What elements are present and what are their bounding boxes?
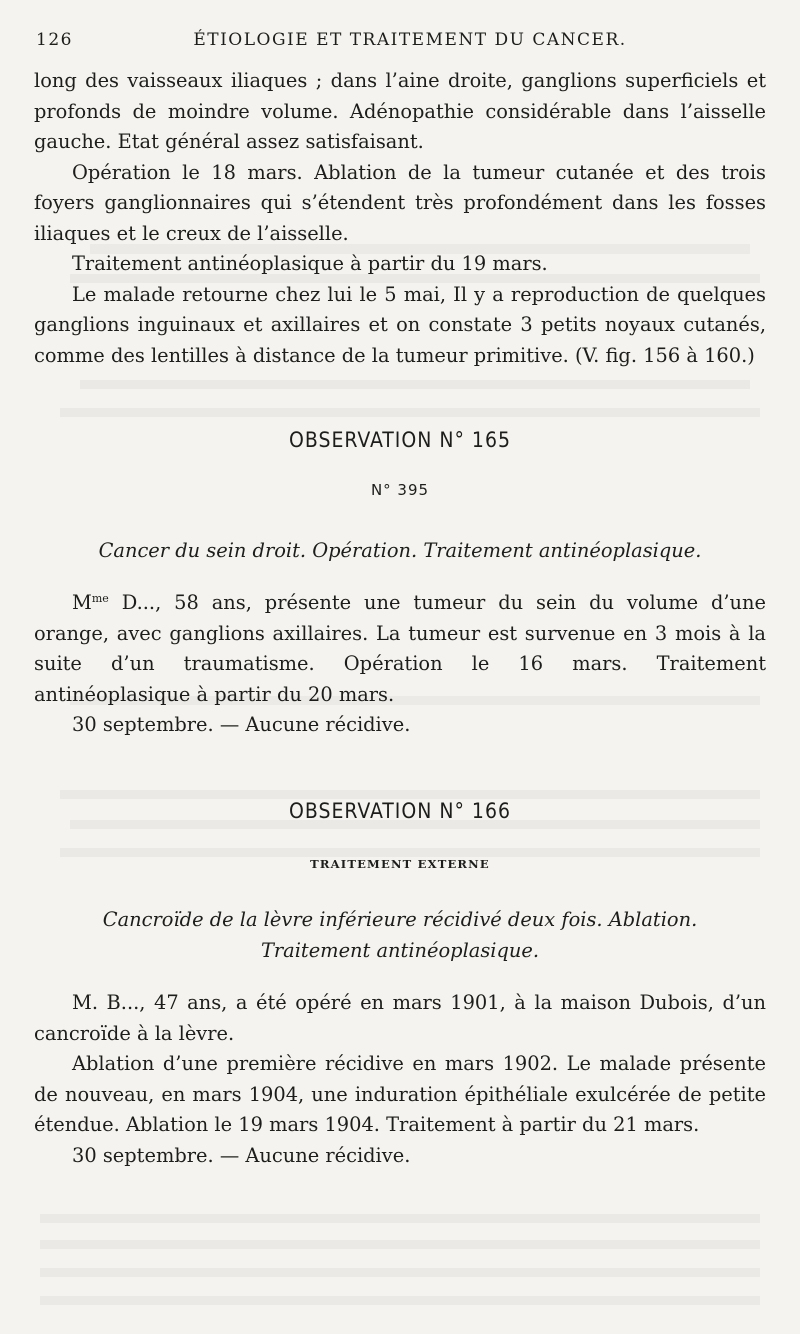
running-header [36, 30, 764, 58]
patient-prefix: M [72, 591, 92, 614]
observation-165-text [34, 588, 766, 741]
show-through-band [60, 848, 760, 857]
continuation-paragraph: Opération le 18 mars. Ablation de la tumeur cutanée et des trois foyers ganglionnaires qui s’étendent très profondément dans les fosses iliaques et le creux de l’aisselle. [34, 160, 766, 245]
show-through-band [60, 790, 760, 799]
observation-166-title-line-2: Traitement antinéoplasique. [260, 939, 540, 962]
page-number: 126 [36, 30, 73, 50]
observation-166-paragraph: M. B..., 47 ans, a été opéré en mars 1901, à la maison Dubois, d’un cancroïde à la lèvre. [34, 991, 766, 1045]
continuation-text [34, 66, 766, 371]
running-title: ÉTIOLOGIE ET TRAITEMENT DU CANCER. [193, 30, 627, 50]
observation-165-outcome: 30 septembre. — Aucune récidive. [72, 713, 411, 736]
observation-165-heading: OBSERVATION N° 165 [289, 428, 511, 452]
observation-165-number: N° 395 [370, 481, 430, 499]
observation-165-title: Cancer du sein droit. Opération. Traitement antinéoplasique. [98, 539, 702, 562]
continuation-paragraph: long des vaisseaux iliaques ; dans l’aine droite, ganglions superficiels et profonds de moindre volume. Adénopathie considérable dans l’aisselle gauche. Etat général assez satisfaisant. [34, 69, 766, 153]
patient-prefix-sup: me [91, 592, 109, 605]
show-through-band [40, 1296, 760, 1305]
show-through-band [60, 408, 760, 417]
show-through-band [40, 1214, 760, 1223]
show-through-band [40, 1240, 760, 1249]
observation-165-paragraph-rest: D..., 58 ans, présente une tumeur du sein du volume d’une orange, avec ganglions axillaires. La tumeur est survenue en 3 mois à la suite d’un traumatisme. Opération le 16 mars. Traitement antinéoplasique à partir du 20 mars. [34, 591, 766, 706]
observation-165-paragraph [34, 588, 766, 710]
observation-166-subheading: TRAITEMENT EXTERNE [310, 857, 490, 871]
observation-166-paragraph: Ablation d’une première récidive en mars 1902. Le malade présente de nouveau, en mars 1904, une induration épithéliale exulcérée de petite étendue. Ablation le 19 mars 1904. Traitement à partir du 21 mars. [34, 1052, 766, 1136]
continuation-paragraph: Le malade retourne chez lui le 5 mai, Il y a reproduction de quelques ganglions inguinaux et axillaires et on constate 3 petits noyaux cutanés, comme des lentilles à distance de la tumeur primitive. (V. fig. 156 à 160.) [34, 282, 766, 367]
observation-166-paragraph: 30 septembre. — Aucune récidive. [72, 1143, 411, 1167]
show-through-band [40, 1268, 760, 1277]
observation-166-heading: OBSERVATION N° 166 [289, 799, 511, 823]
observation-166-title-line-1: Cancroïde de la lèvre inférieure récidivé deux fois. Ablation. [102, 908, 698, 931]
continuation-paragraph: Traitement antinéoplasique à partir du 19 mars. [72, 252, 548, 275]
observation-166-text [34, 988, 766, 1171]
show-through-band [80, 380, 750, 389]
